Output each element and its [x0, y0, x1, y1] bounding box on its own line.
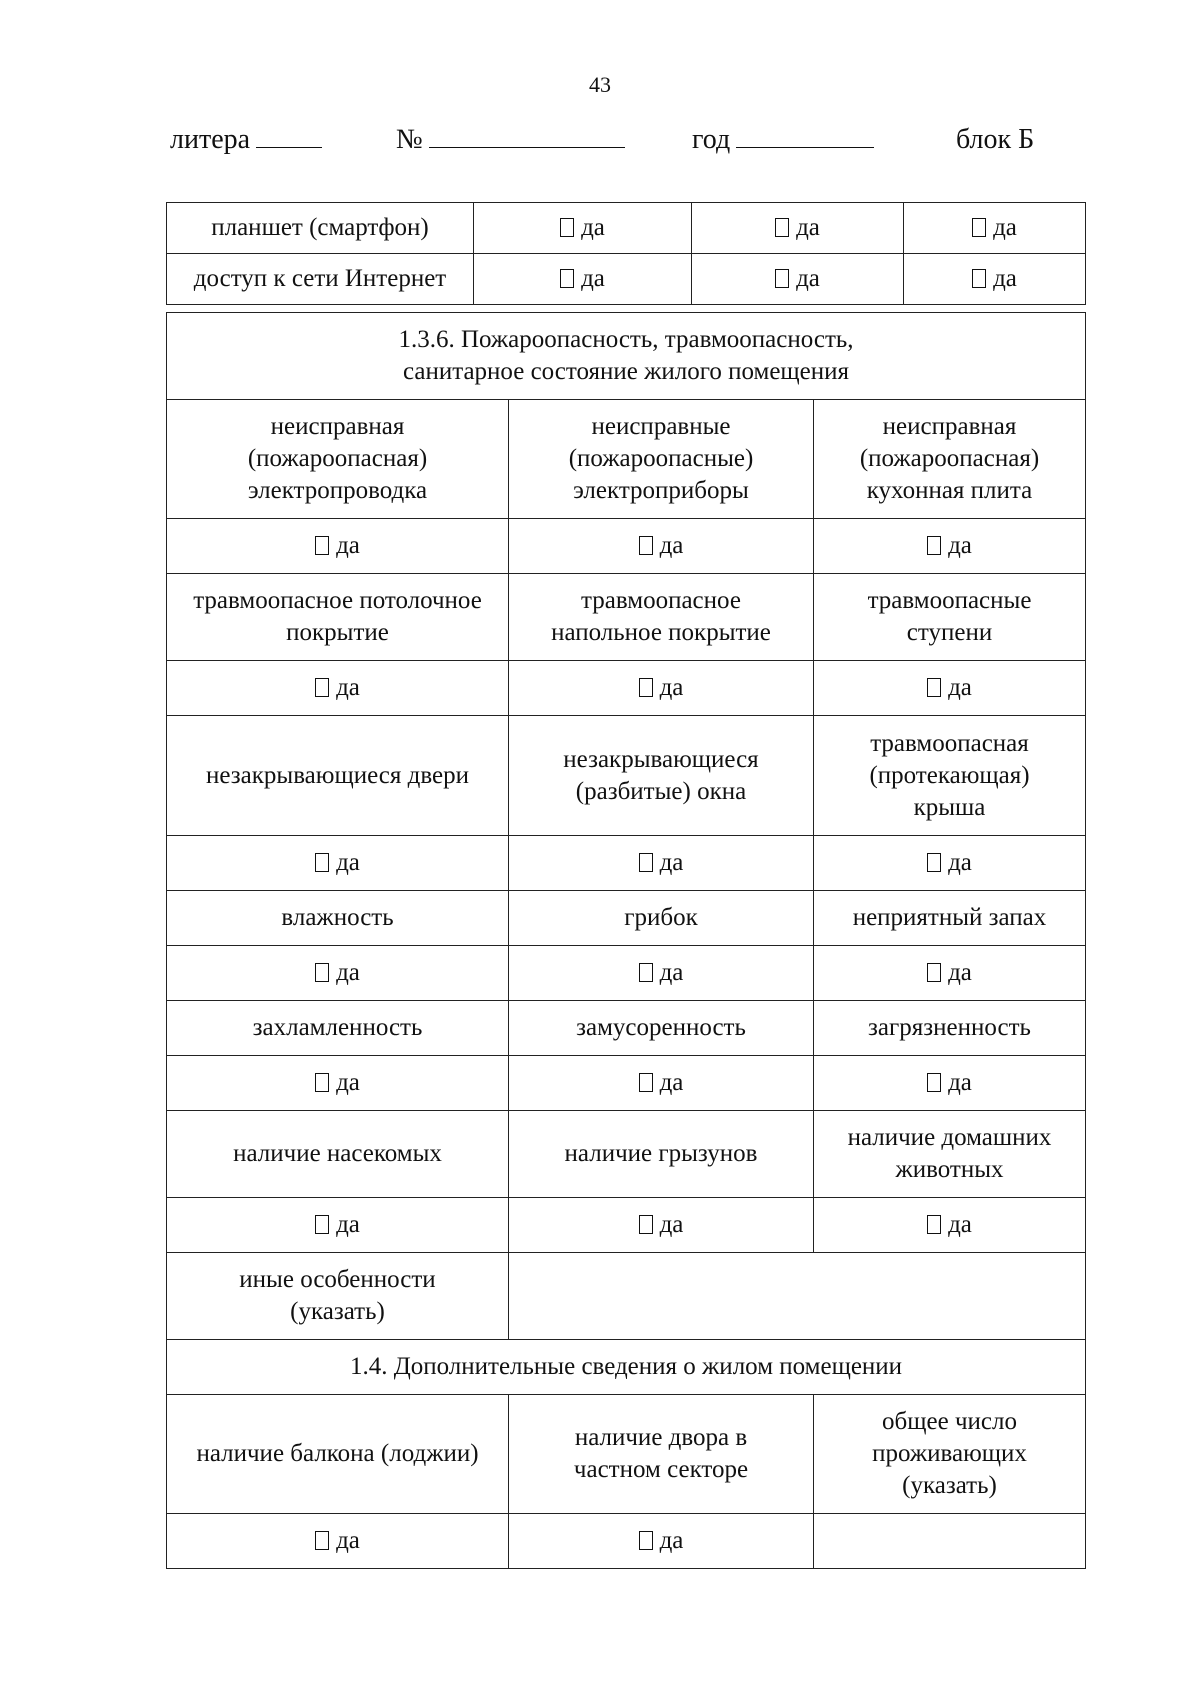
checkbox-label: да [948, 1069, 972, 1096]
checkbox-icon[interactable] [315, 963, 329, 982]
table-row [167, 1514, 1086, 1569]
checkbox-label: да [659, 1527, 684, 1554]
checkbox-label: да [659, 1069, 684, 1096]
checkbox-icon[interactable] [639, 1215, 653, 1234]
checkbox-icon[interactable] [315, 853, 329, 872]
other-features-input[interactable] [509, 1253, 1086, 1340]
checkbox-label: да [796, 214, 820, 241]
hazard-label [509, 716, 814, 836]
hazards-table [166, 312, 1086, 1569]
checkbox-icon[interactable] [560, 218, 574, 237]
checkbox-icon[interactable] [639, 678, 653, 697]
label-line: неприятный запах [852, 904, 1047, 931]
checkbox-icon[interactable] [639, 963, 653, 982]
checkbox-label: да [581, 214, 605, 241]
checkbox-label: да [336, 532, 360, 559]
number-blank[interactable] [429, 125, 625, 148]
label-line: наличие домашних [847, 1124, 1052, 1151]
page-number: 43 [589, 72, 611, 97]
label-line: общее число [882, 1408, 1017, 1435]
year-label: год [692, 124, 731, 155]
checkbox-label: да [336, 1069, 360, 1096]
label-line: незакрывающиеся двери [206, 761, 469, 789]
section-14-title: 1.4. Дополнительные сведения о жилом помещении [167, 1340, 1086, 1395]
label-line: частном секторе [573, 1456, 749, 1483]
label-line: электропроводка [247, 477, 428, 504]
checkbox-label: да [659, 849, 684, 876]
checkbox-cell[interactable] [904, 254, 1086, 305]
label-line: (разбитые) окна [575, 777, 747, 805]
checkbox-label: да [948, 1211, 972, 1238]
table-row [167, 519, 1086, 574]
checkbox-cell[interactable] [167, 1514, 509, 1569]
checkbox-icon[interactable] [639, 1073, 653, 1092]
hazard-label [167, 1111, 509, 1198]
checkbox-label: да [993, 214, 1017, 241]
checkbox-icon[interactable] [315, 536, 329, 555]
checkbox-icon[interactable] [775, 218, 789, 237]
checkbox-label: да [336, 1211, 360, 1238]
table-row [167, 1001, 1086, 1056]
checkbox-icon[interactable] [315, 1531, 329, 1550]
label-line: (указать) [902, 1472, 997, 1499]
hazard-label [814, 891, 1086, 946]
checkbox-cell[interactable] [509, 946, 814, 1001]
checkbox-label: да [993, 265, 1017, 292]
label-line: влажность [281, 904, 394, 931]
block-label: блок Б [956, 124, 1035, 155]
label-line: грибок [624, 904, 698, 931]
checkbox-cell[interactable] [509, 1514, 814, 1569]
checkbox-cell[interactable] [814, 946, 1086, 1001]
hazard-label [814, 1001, 1086, 1056]
checkbox-icon[interactable] [775, 269, 789, 288]
label-line: неисправные [591, 413, 731, 440]
label-line: (пожароопасные) [568, 445, 754, 472]
label-line: иные особенности [239, 1266, 436, 1293]
checkbox-icon[interactable] [927, 1073, 941, 1092]
table-row [167, 1198, 1086, 1253]
checkbox-icon[interactable] [639, 1531, 653, 1550]
label-line: животных [895, 1156, 1004, 1183]
label-line: травмоопасные [867, 587, 1032, 614]
checkbox-icon[interactable] [315, 1215, 329, 1234]
year-blank[interactable] [736, 125, 874, 148]
checkbox-cell[interactable] [167, 946, 509, 1001]
label-line: травмоопасное [581, 587, 741, 614]
table-row [167, 946, 1086, 1001]
hazard-label [814, 400, 1086, 519]
label-line: крыша [913, 793, 986, 821]
additional-label [814, 1395, 1086, 1514]
checkbox-label: да [796, 265, 820, 292]
label-line: (пожароопасная) [859, 445, 1040, 472]
additional-label [167, 1395, 509, 1514]
label-line: загрязненность [868, 1014, 1031, 1041]
number-label: № [396, 124, 423, 155]
checkbox-cell[interactable] [692, 203, 904, 254]
checkbox-label: да [948, 959, 972, 986]
label-line: (пожароопасная) [247, 445, 428, 472]
label-line: неисправная [270, 413, 405, 440]
hazard-label [814, 1111, 1086, 1198]
label-line: кухонная плита [866, 477, 1033, 504]
hazard-label [167, 400, 509, 519]
label-line: незакрывающиеся [563, 745, 759, 773]
checkbox-label: да [659, 959, 684, 986]
checkbox-label: да [336, 959, 360, 986]
label-line: неисправная [882, 413, 1017, 440]
section-header-row [167, 1340, 1086, 1395]
hazard-label [814, 716, 1086, 836]
hazard-label [167, 574, 509, 661]
table-row [167, 203, 1086, 254]
checkbox-cell[interactable] [167, 1198, 509, 1253]
checkbox-label: да [581, 265, 605, 292]
table-row [167, 716, 1086, 836]
table-row [167, 400, 1086, 519]
checkbox-label: да [659, 674, 684, 701]
label-line: напольное покрытие [551, 619, 771, 646]
device-label: доступ к сети Интернет [167, 254, 474, 305]
hazard-label [167, 891, 509, 946]
checkbox-label: да [948, 674, 972, 701]
checkbox-icon[interactable] [927, 1215, 941, 1234]
checkbox-cell[interactable] [692, 254, 904, 305]
hazard-label [509, 1111, 814, 1198]
hazard-label [167, 1001, 509, 1056]
checkbox-cell[interactable] [509, 519, 814, 574]
checkbox-cell[interactable] [509, 1056, 814, 1111]
litera-label: литера [170, 124, 251, 155]
checkbox-cell[interactable] [509, 661, 814, 716]
table-row [167, 836, 1086, 891]
checkbox-icon[interactable] [972, 269, 986, 288]
label-line: наличие насекомых [233, 1140, 442, 1167]
section-header-row [167, 313, 1086, 400]
table-row [167, 574, 1086, 661]
section-title-line: 1.3.6. Пожароопасность, травмоопасность, [398, 326, 854, 353]
label-line: травмоопасная [870, 729, 1029, 757]
checkbox-cell[interactable] [474, 254, 692, 305]
label-line: покрытие [286, 619, 389, 646]
section-title-line: санитарное состояние жилого помещения [402, 358, 850, 385]
checkbox-label: да [948, 849, 972, 876]
checkbox-icon[interactable] [560, 269, 574, 288]
checkbox-icon[interactable] [639, 853, 653, 872]
label-line: наличие двора в [574, 1424, 748, 1451]
hazard-label [509, 400, 814, 519]
checkbox-label: да [659, 532, 684, 559]
section-136-title [167, 313, 1086, 400]
checkbox-icon[interactable] [927, 678, 941, 697]
checkbox-cell[interactable] [167, 836, 509, 891]
table-row [167, 891, 1086, 946]
checkbox-cell[interactable] [814, 1198, 1086, 1253]
table-row [167, 254, 1086, 305]
label-line: ступени [906, 619, 993, 646]
checkbox-cell[interactable] [509, 836, 814, 891]
checkbox-cell[interactable] [904, 203, 1086, 254]
label-line: наличие балкона (лоджии) [196, 1440, 479, 1467]
checkbox-icon[interactable] [927, 853, 941, 872]
checkbox-cell[interactable] [814, 836, 1086, 891]
label-line: (протекающая) [869, 761, 1030, 789]
year-field [692, 124, 874, 156]
label-line: травмоопасное потолочное [193, 587, 482, 614]
checkbox-cell[interactable] [814, 519, 1086, 574]
litera-blank[interactable] [256, 125, 322, 148]
checkbox-icon[interactable] [315, 678, 329, 697]
table-row [167, 1253, 1086, 1340]
checkbox-icon[interactable] [639, 536, 653, 555]
checkbox-label: да [659, 1211, 684, 1238]
checkbox-label: да [336, 674, 360, 701]
label-line: захламленность [252, 1014, 423, 1041]
checkbox-cell[interactable] [814, 1056, 1086, 1111]
number-field [396, 124, 625, 156]
litera-field [170, 124, 322, 156]
hazard-label [509, 574, 814, 661]
label-line: электроприборы [573, 477, 749, 504]
checkbox-cell[interactable] [167, 1056, 509, 1111]
checkbox-icon[interactable] [315, 1073, 329, 1092]
table-row [167, 1395, 1086, 1514]
label-line: наличие грызунов [564, 1140, 758, 1167]
residents-count-input[interactable] [814, 1514, 1086, 1569]
checkbox-label: да [336, 849, 360, 876]
label-line: замусоренность [576, 1014, 746, 1041]
checkbox-cell[interactable] [814, 661, 1086, 716]
label-line: проживающих [872, 1440, 1027, 1467]
hazard-label [167, 716, 509, 836]
checkbox-cell[interactable] [474, 203, 692, 254]
hazard-label [814, 574, 1086, 661]
checkbox-cell[interactable] [167, 661, 509, 716]
checkbox-label: да [948, 532, 972, 559]
table-row [167, 1056, 1086, 1111]
device-label: планшет (смартфон) [167, 203, 474, 254]
checkbox-icon[interactable] [927, 963, 941, 982]
table-row [167, 661, 1086, 716]
table-row [167, 1111, 1086, 1198]
checkbox-icon[interactable] [972, 218, 986, 237]
hazard-label [509, 1001, 814, 1056]
checkbox-icon[interactable] [927, 536, 941, 555]
checkbox-cell[interactable] [509, 1198, 814, 1253]
devices-table [166, 202, 1086, 305]
hazard-label [509, 891, 814, 946]
label-line: (указать) [290, 1298, 385, 1325]
checkbox-label: да [336, 1527, 360, 1554]
checkbox-cell[interactable] [167, 519, 509, 574]
other-features-label [167, 1253, 509, 1340]
additional-label [509, 1395, 814, 1514]
